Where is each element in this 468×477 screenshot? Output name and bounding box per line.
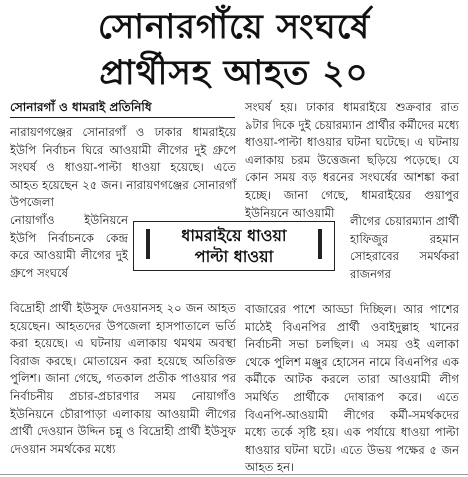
left-column-part-3 bbox=[10, 300, 236, 458]
body-paragraph: বাজারের পাশে আড্ডা দিচ্ছিল। আর পাশের মাঠেই বিএনপির প্রার্থী ওবাইদুল্লাহ খানের নির্বাচনী সভা চলছিল। এ সময় ওই এলাকা থেকে পুলিশ মঞ্জুর হোসেন নামে বিএনপির এক কর্মীকে আটক করলে তারা আওয়ামী লীগ সমর্থিত প্রার্থীকে দোষারূপ করে। এতে বিএনপি-আওয়ামী লীগের কর্মী-সমর্থকদের মধ্যে তর্কে সৃষ্টি হয়। এক পর্যায়ে ধাওয়া পাল্টা ধাওয়ার ঘটনা ঘটে। এতে উভয় পক্ষের ৫ জন আহত হন। bbox=[245, 302, 459, 475]
left-column-part-1 bbox=[10, 124, 236, 212]
right-column-part-3 bbox=[245, 301, 459, 477]
body-paragraph: সংঘর্ষ হয়। ঢাকার ধামরাইয়ে শুক্রবার রাত ৯টার দিকে দুই চেয়ারম্যান প্রার্থীর কর্মীদের মধ্যে ধাওয়া-পাল্টা ধাওয়ার ঘটনা ঘটেছে। এ ঘটনায় এলাকায় চরম উত্তেজনা ছড়িয়ে পড়েছে। যে কোন সময় বড় ধরনের সংঘর্ষের আশঙ্কা করা হচ্ছে। জানা গেছে, ধামরাইয়ের গুয়াপুর ইউনিয়নে আওয়ামী bbox=[245, 100, 459, 220]
left-column-part-2 bbox=[10, 212, 128, 282]
byline: সোনারগাঁ ও ধামরাই প্রতিনিধি bbox=[10, 99, 235, 118]
inset-line-2: পাল্টা ধাওয়া bbox=[194, 247, 274, 266]
right-column-part-2 bbox=[350, 213, 459, 283]
body-paragraph: লীগের চেয়ারম্যান প্রার্থী হাফিজুর রহমান সোহরাবের সমর্থকরা রাজনগর bbox=[350, 214, 459, 281]
inset-right-bar bbox=[318, 229, 322, 259]
right-column-part-1 bbox=[245, 99, 459, 222]
inset-line-1: ধামরাইয়ে ধাওয়া bbox=[181, 226, 287, 245]
body-paragraph: নোয়াগাঁও ইউনিয়নে ইউপি নির্বাচনকে কেন্দ্র করে আওয়ামী লীগের দুই গ্রুপে সংঘর্ষে bbox=[10, 213, 128, 280]
body-paragraph: বিদ্রোহী প্রার্থী ইউসুফ দেওয়ানসহ ২০ জন আহত হয়েছেন। আহতদের উপজেলা হাসপাতালে ভর্তি করা হয়েছে। এ ঘটনায় এলাকায় থমথম অবস্থা বিরাজ করছে। মোতায়েন করা হয়েছে অতিরিক্ত পুলিশ। জানা গেছে, গতকাল প্রতীক পাওয়ার পর নির্বাচনীয় প্রচার-প্রচারণার সময় নোয়াগাঁও ইউনিয়নে চৌরাপাড়া এলাকায় আওয়ামী লীগের প্রার্থী দেওয়ান উদ্দিন চন্নু ও বিদ্রোহী প্রার্থী ইউসুফ দেওয়ান সমর্থকের মধ্যে bbox=[10, 301, 236, 456]
headline-line-2: প্রার্থীসহ আহত ২০ bbox=[99, 53, 369, 93]
bottom-rule bbox=[0, 474, 468, 475]
headline-line-1: সোনারগাঁয়ে সংঘর্ষে bbox=[97, 7, 371, 47]
headline bbox=[0, 4, 468, 96]
body-paragraph: নারায়ণগঞ্জের সোনারগাঁ ও ঢাকার ধামরাইয়ে ইউপি নির্বাচন ঘিরে আওয়ামী লীগের দুই গ্রুপে সংঘর্ষ ও ধাওয়া-পাল্টা ধাওয়া হয়েছে। এতে আহত হয়েছেন ২৫ জন। নারায়ণগঞ্জের সোনারগাঁ উপজেলা bbox=[10, 125, 236, 210]
inset-subheadline-box bbox=[133, 221, 335, 271]
